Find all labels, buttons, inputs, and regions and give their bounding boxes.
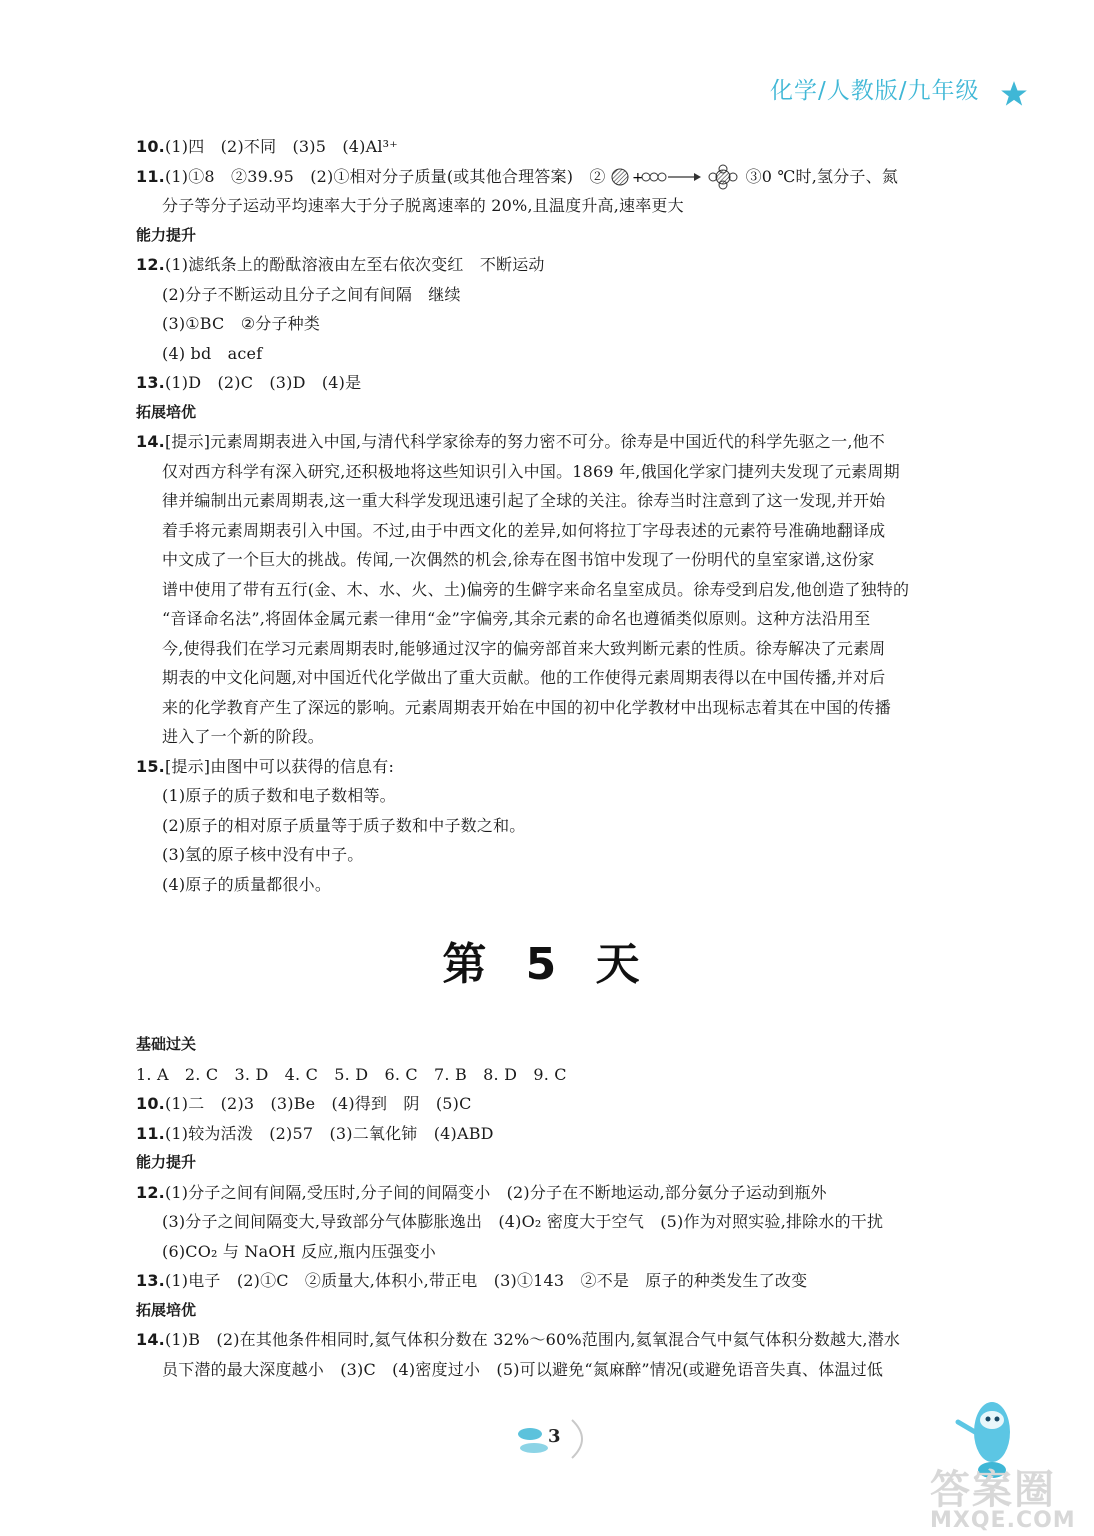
- answer-14-line: 仅对西方科学有深入研究,还积极地将这些知识引入中国。1869 年,俄国化学家门捷列夫发现了元素周期: [162, 461, 900, 481]
- answer-14-line: 着手将元素周期表引入中国。不过,由于中西文化的差异,如何将拉丁字母表述的元素符号准确地翻译成: [162, 520, 886, 540]
- answer-14-line: 中文成了一个巨大的挑战。传闻,一次偶然的机会,徐寿在图书馆中发现了一份明代的皇室家谱,这份家: [162, 550, 875, 569]
- answer-14-line: 进入了一个新的阶段。: [162, 727, 325, 746]
- watermark: 答案圈 MXQE.COM: [930, 1467, 1076, 1533]
- answer-14-line: “音译命名法”,将固体金属元素一律用“金”字偏旁,其余元素的命名也遵循类似原则。这种方法沿用至: [162, 609, 871, 628]
- answer-14-line: 今,使得我们在学习元素周期表时,能够通过汉字的偏旁部首来大致判断元素的性质。徐寿解决了元素周: [162, 638, 886, 658]
- answer-12-line-2: (2)分子不断运动且分子之间有间隔 继续: [162, 284, 461, 304]
- answer-13: 13.(1)电子 (2)①C ②质量大,体积小,带正电 (3)①143 ②不是 原子的种类发生了改变: [136, 1271, 808, 1290]
- answer-14-line: 来的化学教育产生了深远的影响。元素周期表开始在中国的初中化学教材中出现标志着其在中国的传播: [162, 697, 892, 717]
- section-ability: 能力提升: [136, 225, 197, 244]
- answers-part-2: [136, 1030, 996, 1384]
- answer-11-cont: 分子等分子运动平均速率大于分子脱离速率的 20%,且温度升高,速率更大: [162, 196, 684, 215]
- answer-14-line: 律并编制出元素周期表,这一重大科学发现迅速引起了全球的关注。徐寿当时注意到了这一发现,并开始: [162, 491, 886, 510]
- section-ability: 能力提升: [136, 1153, 197, 1171]
- answer-15-item: (1)原子的质子数和电子数相等。: [162, 786, 396, 805]
- answer-12-line-3: (3)①BC ②分子种类: [162, 314, 321, 333]
- answers-1-9: 1. A 2. C 3. D 4. C 5. D 6. C 7. B 8. D 9. C: [136, 1064, 567, 1084]
- answer-14-line: 期表的中文化问题,对中国近代化学做出了重大贡献。他的工作使得元素周期表得以在中国传播,并对后: [162, 668, 886, 687]
- svg-text:+: +: [631, 170, 644, 186]
- answer-10: 10.(1)二 (2)3 (3)Be (4)得到 阴 (5)C: [136, 1094, 472, 1113]
- answer-14: 14.[提示]元素周期表进入中国,与清代科学家徐寿的努力密不可分。徐寿是中国近代的科学先驱之一,他不: [136, 432, 886, 451]
- answer-14-line-2: 员下潜的最大深度越小 (3)C (4)密度过小 (5)可以避免“氮麻醉”情况(或避免语音失真、体温过低: [162, 1359, 884, 1379]
- page-number: 3: [548, 1426, 561, 1447]
- star-icon: [1000, 80, 1028, 108]
- answer-11: 11.(1)较为活泼 (2)57 (3)二氧化铈 (4)ABD: [136, 1123, 494, 1143]
- answer-12-line-2: (3)分子之间间隔变大,导致部分气体膨胀逸出 (4)O₂ 密度大于空气 (5)作为对照实验,排除水的干扰: [162, 1212, 884, 1231]
- answer-15: 15.[提示]由图中可以获得的信息有:: [136, 756, 395, 776]
- molecule-reaction-diagram: [610, 164, 742, 190]
- answer-14-line: 谱中使用了带有五行(金、木、水、火、土)偏旁的生僻字来命名皇室成员。徐寿受到启发,他创造了独特的: [162, 579, 910, 599]
- answer-15-item: (4)原子的质量都很小。: [162, 874, 332, 894]
- answer-15-item: (2)原子的相对原子质量等于质子数和中子数之和。: [162, 815, 526, 835]
- answer-10: 10.(1)四 (2)不同 (3)5 (4)Al³⁺: [136, 137, 398, 156]
- answer-11: 11.(1)①8 ②39.95 (2)①相对分子质量(或其他合理答案) ② + ③0 ℃时,氢分子、氮: [136, 162, 996, 192]
- answers-part-1: [136, 132, 996, 899]
- answer-13: 13.(1)D (2)C (3)D (4)是: [136, 373, 362, 392]
- answer-12: 12.(1)滤纸条上的酚酞溶液由左至右依次变红 不断运动: [136, 255, 545, 274]
- answer-12-line-4: (4) bd acef: [162, 343, 263, 363]
- section-extend: 拓展培优: [136, 402, 197, 421]
- answer-12-line-3: (6)CO₂ 与 NaOH 反应,瓶内压强变小: [162, 1241, 436, 1261]
- answer-12: 12.(1)分子之间有间隔,受压时,分子间的间隔变小 (2)分子在不断地运动,部分氨分子运动到瓶外: [136, 1182, 827, 1202]
- answer-14: 14.(1)B (2)在其他条件相同时,氦气体积分数在 32%～60%范围内,氦氧混合气中氦气体积分数越大,潜水: [136, 1330, 901, 1349]
- subject-header: 化学/人教版/九年级: [770, 78, 980, 104]
- answer-15-item: (3)氢的原子核中没有中子。: [162, 845, 364, 864]
- chapter-title: 第 5 天: [442, 939, 652, 990]
- section-extend: 拓展培优: [136, 1300, 197, 1319]
- section-basic: 基础过关: [136, 1035, 197, 1053]
